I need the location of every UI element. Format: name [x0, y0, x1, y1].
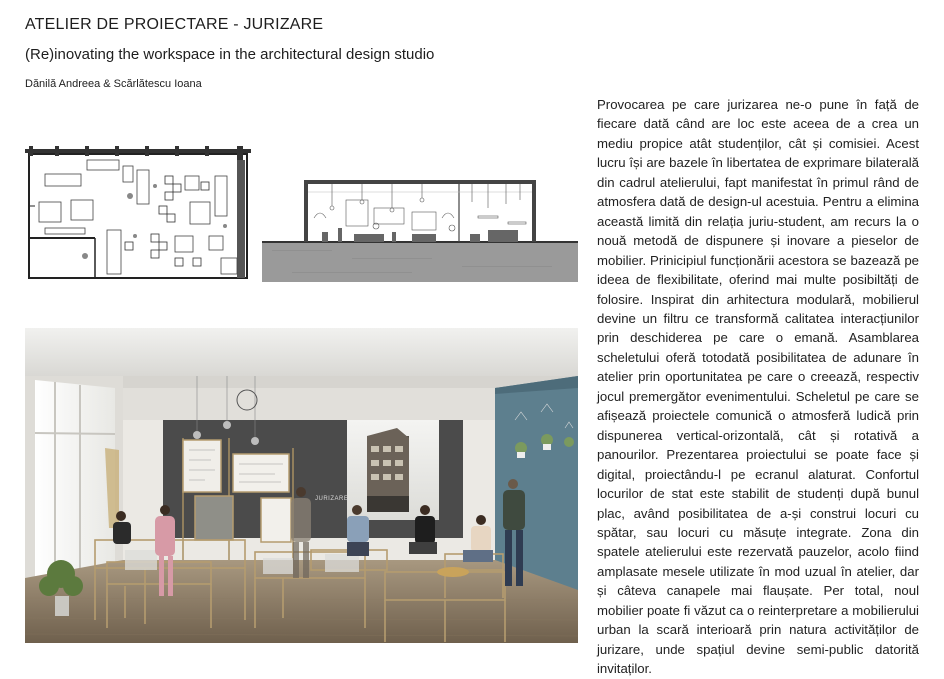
- interior-render: [25, 328, 578, 643]
- section-drawing: [262, 178, 578, 282]
- wall-label: JURIZARE: [315, 496, 349, 502]
- floor-plan-drawing: [25, 146, 251, 282]
- project-description: Provocarea pe care jurizarea ne-o pune în față de fiecare dată când are loc este aceea de a crea un mediu propice atât studenților, cât și comisiei. Acest lucru își are bazele în libertatea de exprimare bilaterală din cadrul atelierului, fapt manifestat în primul rând de atmosfera dată de design-ul acestuia. Pentru a elimina această limită din relația juriu-student, am recurs la o nouă metodă de dispunere și inovare a pieselor de mobilier. Prinicipiul funcționării acestora se bazează pe ideea de flexibilitate, oferind mai multe posibiltăți de folosire. Inspirat din arhitectura modulară, mobilierul devine un filtru ce transformă calitatea interacțiunilor prin deschiderea pe care o emană. Asamblarea scheletului oferă totodată posibilitatea de adunare în atelier prin oportunitatea pe care o creează, respectiv jocul premergător evenimentului. Scheletul pe care se afișează proiectele comunică o atmosferă ludică prin dispunerea vertical-orizontală, cât și rotativă a panourilor. Prezentarea proiectului se poate face și digital, proiectându-l pe ecranul alaturat. Confortul locurilor de stat este stabilit de studenți după bunul plac, având posibilitatea de a-și construi locuri cu spătar, sau locuri cu măsuțe integrate. Zona din spatele atelierului este rezervată pauzelor, acolo fiind amplasate mesele utilizate în mod uzual în atelier, dar și câteva canapele mai flaușate. Per total, noul mobilier poate fi văzut ca o reinterpretare a mobilierului urban la scară interioară prin natura activităților de jurizare, unde spațiul devine semi-public datorită invitaților.: [597, 97, 919, 677]
- page-title: ATELIER DE PROIECTARE - JURIZARE: [25, 16, 324, 33]
- authors: Dănilă Andreea & Scărlătescu Ioana: [25, 78, 202, 90]
- page-subtitle: (Re)inovating the workspace in the architectural design studio: [25, 46, 435, 63]
